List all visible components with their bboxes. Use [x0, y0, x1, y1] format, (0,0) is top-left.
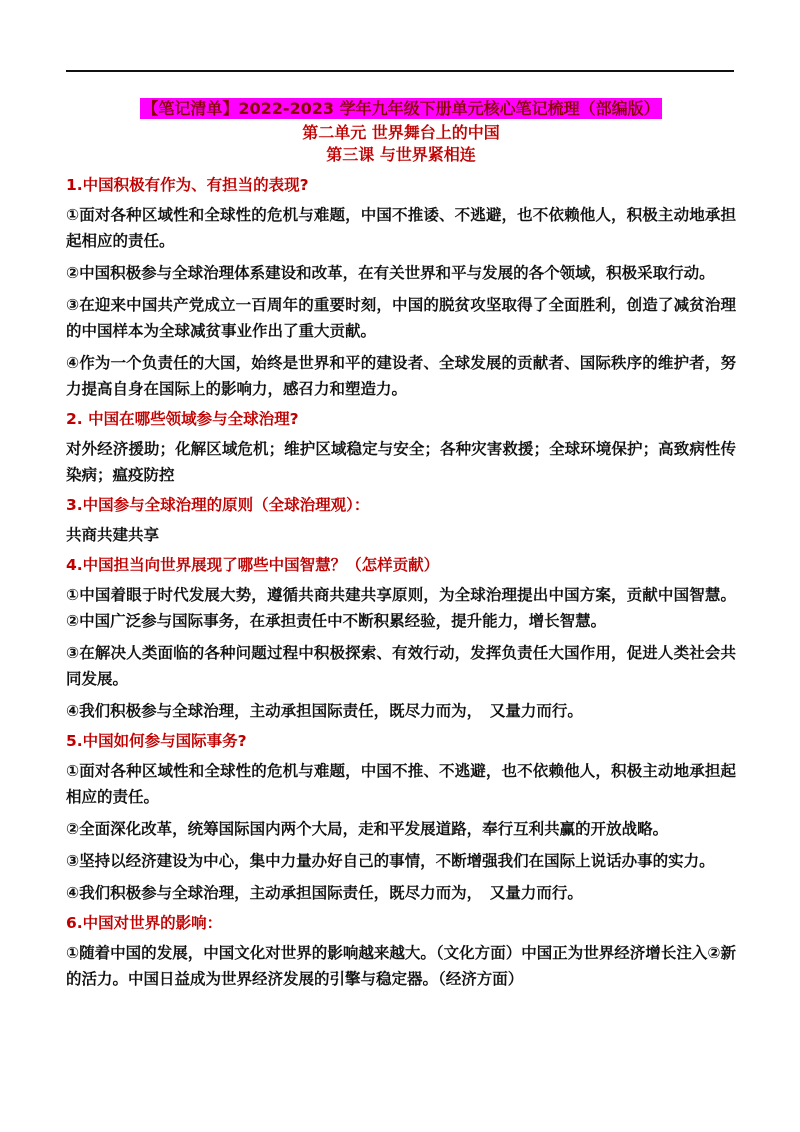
answer-paragraph: ①中国着眼于时代发展大势，遵循共商共建共享原则，为全球治理提出中国方案，贡献中国智慧。②中国广泛参与国际事务，在承担责任中不断积累经验，提升能力，增长智慧。	[66, 586, 736, 630]
question-heading: 5.中国如何参与国际事务?	[66, 732, 247, 750]
answer-paragraph: ①随着中国的发展，中国文化对世界的影响越来越大。（文化方面）中国正为世界经济增长注入②新的活力。中国日益成为世界经济发展的引擎与稳定器。（经济方面）	[66, 944, 736, 988]
answer-paragraph: 对外经济援助；化解区域危机；维护区域稳定与安全；各种灾害救援；全球环境保护；高致病性传染病；瘟疫防控	[66, 440, 736, 484]
answer-paragraph: ①面对各种区域性和全球性的危机与难题，中国不推、不逃避，也不依赖他人，积极主动地承担起相应的责任。	[66, 762, 736, 806]
section-5	[66, 730, 736, 906]
unit-title: 第二单元 世界舞台上的中国	[302, 123, 500, 142]
title-block	[66, 98, 736, 166]
section-6	[66, 912, 736, 992]
lesson-title: 第三课 与世界紧相连	[326, 145, 476, 164]
banner-title: 【笔记清单】2022-2023 学年九年级下册单元核心笔记梳理（部编版）	[142, 99, 660, 118]
section-4	[66, 554, 736, 724]
answer-paragraph: ②中国积极参与全球治理体系建设和改革，在有关世界和平与发展的各个领域，积极采取行动。	[66, 264, 715, 282]
section-3	[66, 494, 736, 548]
answer-paragraph: ④我们积极参与全球治理，主动承担国际责任，既尽力而为， 又量力而行。	[66, 884, 583, 902]
answer-paragraph: ④作为一个负责任的大国，始终是世界和平的建设者、全球发展的贡献者、国际秩序的维护者，努力提高自身在国际上的影响力，感召力和塑造力。	[66, 354, 736, 398]
top-rule	[66, 70, 734, 72]
section-2	[66, 408, 736, 488]
question-heading: 6.中国对世界的影响：	[66, 914, 223, 932]
question-heading: 2. 中国在哪些领域参与全球治理?	[66, 410, 299, 428]
section-1	[66, 174, 736, 402]
question-heading: 3.中国参与全球治理的原则（全球治理观）：	[66, 496, 370, 514]
answer-paragraph: ③坚持以经济建设为中心，集中力量办好自己的事情，不断增强我们在国际上说话办事的实力。	[66, 852, 715, 870]
answer-paragraph: 共商共建共享	[66, 526, 160, 544]
answer-paragraph: ④我们积极参与全球治理，主动承担国际责任，既尽力而为， 又量力而行。	[66, 702, 583, 720]
question-heading: 4.中国担当向世界展现了哪些中国智慧？（怎样贡献）	[66, 556, 440, 574]
answer-paragraph: ②全面深化改革，统筹国际国内两个大局，走和平发展道路，奉行互利共赢的开放战略。	[66, 820, 669, 838]
question-heading: 1.中国积极有作为、有担当的表现?	[66, 176, 309, 194]
answer-paragraph: ①面对各种区域性和全球性的危机与难题，中国不推诿、不逃避，也不依赖他人，积极主动地承担起相应的责任。	[66, 206, 736, 250]
answer-paragraph: ③在迎来中国共产党成立一百周年的重要时刻，中国的脱贫攻坚取得了全面胜利，创造了减贫治理的中国样本为全球减贫事业作出了重大贡献。	[66, 296, 736, 340]
document-page	[66, 98, 736, 992]
answer-paragraph: ③在解决人类面临的各种问题过程中积极探索、有效行动，发挥负责任大国作用，促进人类社会共同发展。	[66, 644, 736, 688]
